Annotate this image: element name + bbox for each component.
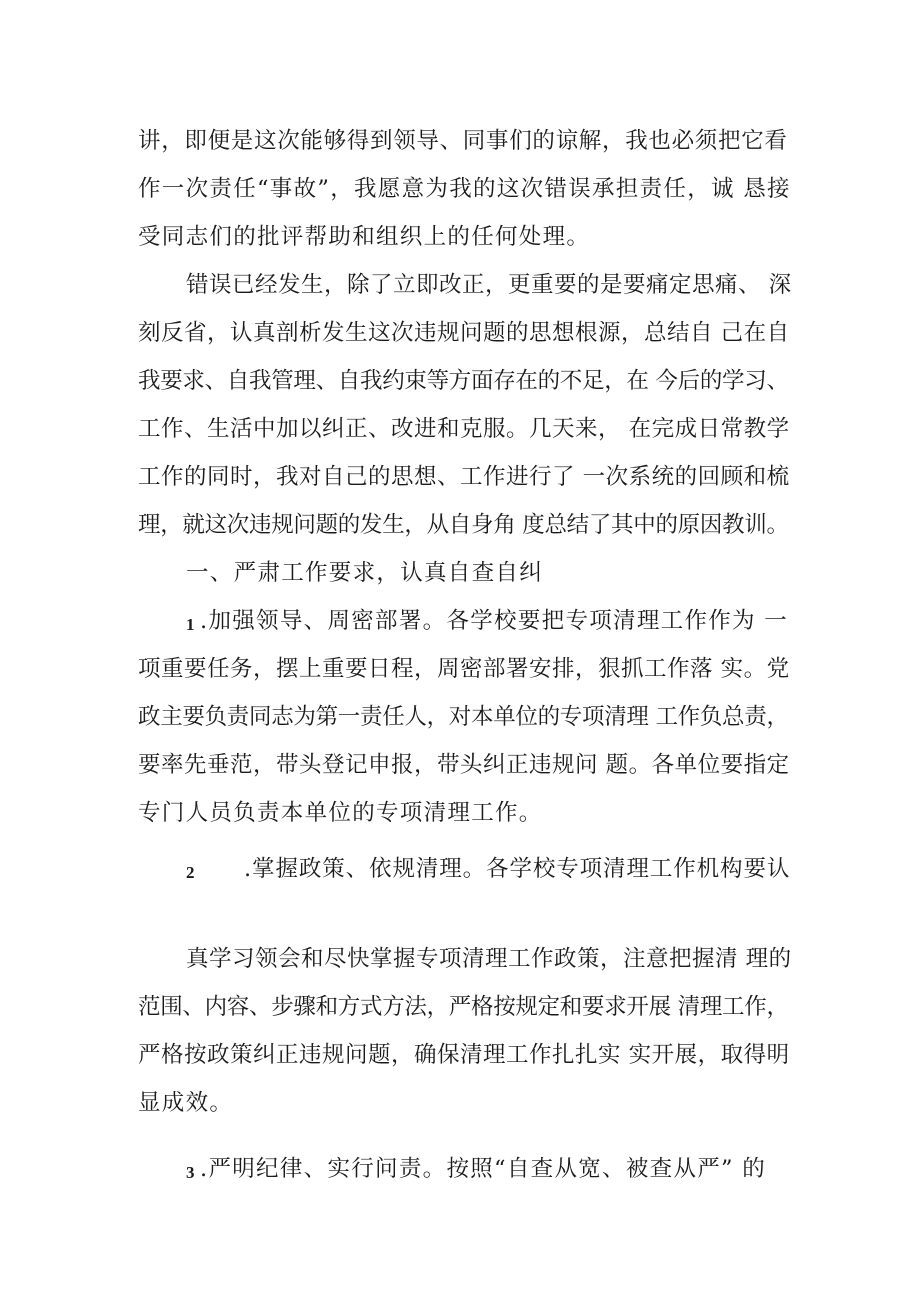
text-line: .严明纪律、实行问责。按照“自查从宽、被查从严” 的 [200,1156,767,1182]
text-line: 专门人员负责本单位的专项清理工作。 [138,800,543,826]
text-line: .加强领导、周密部署。各学校要把专项清理工作作为 一 [200,608,789,634]
list-number: 2 [186,863,196,882]
text-line: .掌握政策、依规清理。各学校专项清理工作机构要认 [244,856,791,882]
text-line: 要率先垂范，带头登记申报，带头纠正违规问 题。各单位要指定 [138,752,790,778]
text-line: 工作的同时，我对自己的思想、工作进行了 一次系统的回顾和梳 [138,464,790,490]
text-line: 我要求、自我管理、自我约束等方面存在的不足，在 今后的学习、 [138,368,789,394]
text-line: 项重要任务，摆上重要日程，周密部署安排，狠抓工作落 实。党 [138,656,790,682]
text-line: 工作、生活中加以纠正、改进和克服。几天来， 在完成日常教学 [138,416,790,442]
section-heading: 一、严肃工作要求，认真自查自纠 [186,560,544,586]
text-line: 政主要负责同志为第一责任人，对本单位的专项清理 工作负总责， [138,704,789,730]
list-number: 3 [186,1163,196,1182]
text-line: 受同志们的批评帮助和组织上的任何处理。 [138,224,591,250]
text-line: 错误已经发生，除了立即改正，更重要的是要痛定思痛、 深 [186,272,792,298]
text-line: 真学习领会和尽快掌握专项清理工作政策，注意把握清 理的 [186,946,792,972]
list-number: 1 [186,615,196,634]
text-line: 刻反省，认真剖析发生这次违规问题的思想根源，总结自 己在自 [138,320,790,346]
text-line: 讲，即便是这次能够得到领导、同事们的谅解，我也必须把它看 [138,128,788,154]
text-line: 范围、内容、步骤和方式方法，严格按规定和要求开展 清理工作， [138,994,789,1020]
text-line: 严格按政策纠正违规问题，确保清理工作扎扎实 实开展，取得明 [138,1042,790,1068]
text-line: 作一次责任“事故”，我愿意为我的这次错误承担责任，诚 恳接 [138,176,791,202]
text-line: 显成效。 [138,1090,234,1116]
text-line: 理，就这次违规问题的发生，从自身角 度总结了其中的原因教训。 [138,512,789,538]
